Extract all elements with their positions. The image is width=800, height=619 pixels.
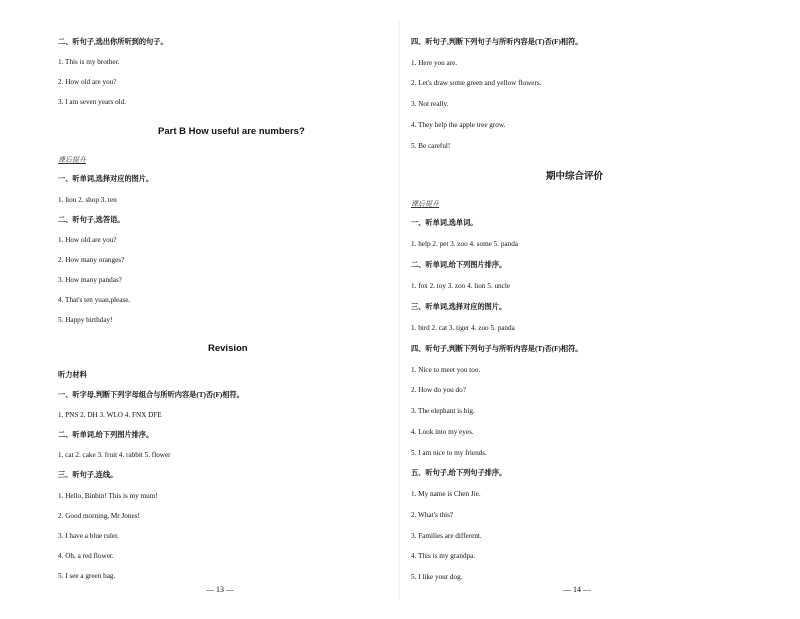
list-item: 3. How many pandas? [58, 276, 122, 284]
section-title: 三、听单词,选择对应的图片。 [411, 303, 507, 311]
list-item: 3. The elephant is big. [411, 407, 475, 415]
section-title: 二、听句子,选答语。 [58, 216, 125, 224]
part-b-title: Part B How useful are numbers? [158, 126, 305, 137]
section-title: 二、听句子,选出你所听到的句子。 [58, 38, 168, 46]
list-item: 3. Families are different. [411, 532, 482, 540]
midterm-title: 期中综合评价 [546, 171, 604, 182]
section-title: 四、听句子,判断下列句子与所听内容是(T)否(F)相符。 [411, 345, 583, 353]
list-item: 1. Here you are. [411, 59, 458, 67]
list-item: 2. What's this? [411, 511, 454, 519]
section-title: 一、听单词,选单词。 [411, 219, 478, 227]
list-item: 1. My name is Chen Jie. [411, 490, 481, 498]
list-item: 4. They help the apple tree grow. [411, 121, 506, 129]
list-item: 5. Happy birthday! [58, 316, 113, 324]
list-item: 4. That's ten yuan,please. [58, 296, 131, 304]
list-item: 1. lion 2. shop 3. ten [58, 196, 117, 204]
after-class-label: 课后提升 [58, 156, 86, 164]
section-title: 五、听句子,给下列句子排序。 [411, 469, 507, 477]
list-item: 1. PNS 2. DH 3. WLO 4. FNX DFE [58, 411, 162, 419]
list-item: 3. I have a blue ruler. [58, 532, 119, 540]
list-item: 1. cat 2. cake 3. fruit 4. rabbit 5. flower [58, 451, 171, 459]
section-title: 二、听单词,给下列图片排序。 [58, 431, 154, 439]
list-item: 1. Nice to meet you too. [411, 366, 481, 374]
list-item: 4. Look into my eyes. [411, 428, 474, 436]
list-item: 2. How many oranges? [58, 256, 125, 264]
list-item: 1. This is my brother. [58, 58, 120, 66]
list-item: 1. fox 2. toy 3. zoo 4. lion 5. uncle [411, 282, 511, 290]
section-title: 二、听单词,给下列图片排序。 [411, 261, 507, 269]
list-item: 3. I am seven years old. [58, 98, 127, 106]
list-item: 1. bird 2. cat 3. tiger 4. zoo 5. panda [411, 324, 515, 332]
list-item: 2. How do you do? [411, 386, 466, 394]
list-item: 2. Let's draw some green and yellow flowers. [411, 79, 542, 87]
revision-title: Revision [208, 343, 248, 354]
list-item: 4. This is my grandpa. [411, 552, 476, 560]
left-page [58, 0, 418, 619]
list-item: 1. How old are you? [58, 236, 117, 244]
section-title: 一、听字母,判断下列字母组合与所听内容是(T)否(F)相符。 [58, 391, 244, 399]
list-item: 5. I see a green bag. [58, 572, 116, 580]
list-item: 4. Oh, a red flower. [58, 552, 114, 560]
list-item: 5. Be careful! [411, 142, 451, 150]
list-item: 1. help 2. pet 3. zoo 4. some 5. panda [411, 240, 518, 248]
right-page [411, 0, 771, 619]
list-item: 5. I am nice to my friends. [411, 449, 487, 457]
section-title: 一、听单词,选择对应的图片。 [58, 175, 154, 183]
list-item: 2. How old are you? [58, 78, 117, 86]
list-item: 3. Not really. [411, 100, 449, 108]
page-number: — 14 — [563, 585, 591, 594]
section-title: 三、听句子,连线。 [58, 471, 118, 479]
after-class-label: 课后提升 [411, 200, 439, 208]
material-label: 听力材料 [58, 371, 87, 379]
page-number: — 13 — [206, 585, 234, 594]
list-item: 1. Hello, Binbin! This is my mum! [58, 492, 158, 500]
list-item: 5. I like your dog. [411, 573, 463, 581]
section-title: 四、听句子,判断下列句子与所听内容是(T)否(F)相符。 [411, 38, 583, 46]
list-item: 2. Good morning, Mr Jones! [58, 512, 140, 520]
